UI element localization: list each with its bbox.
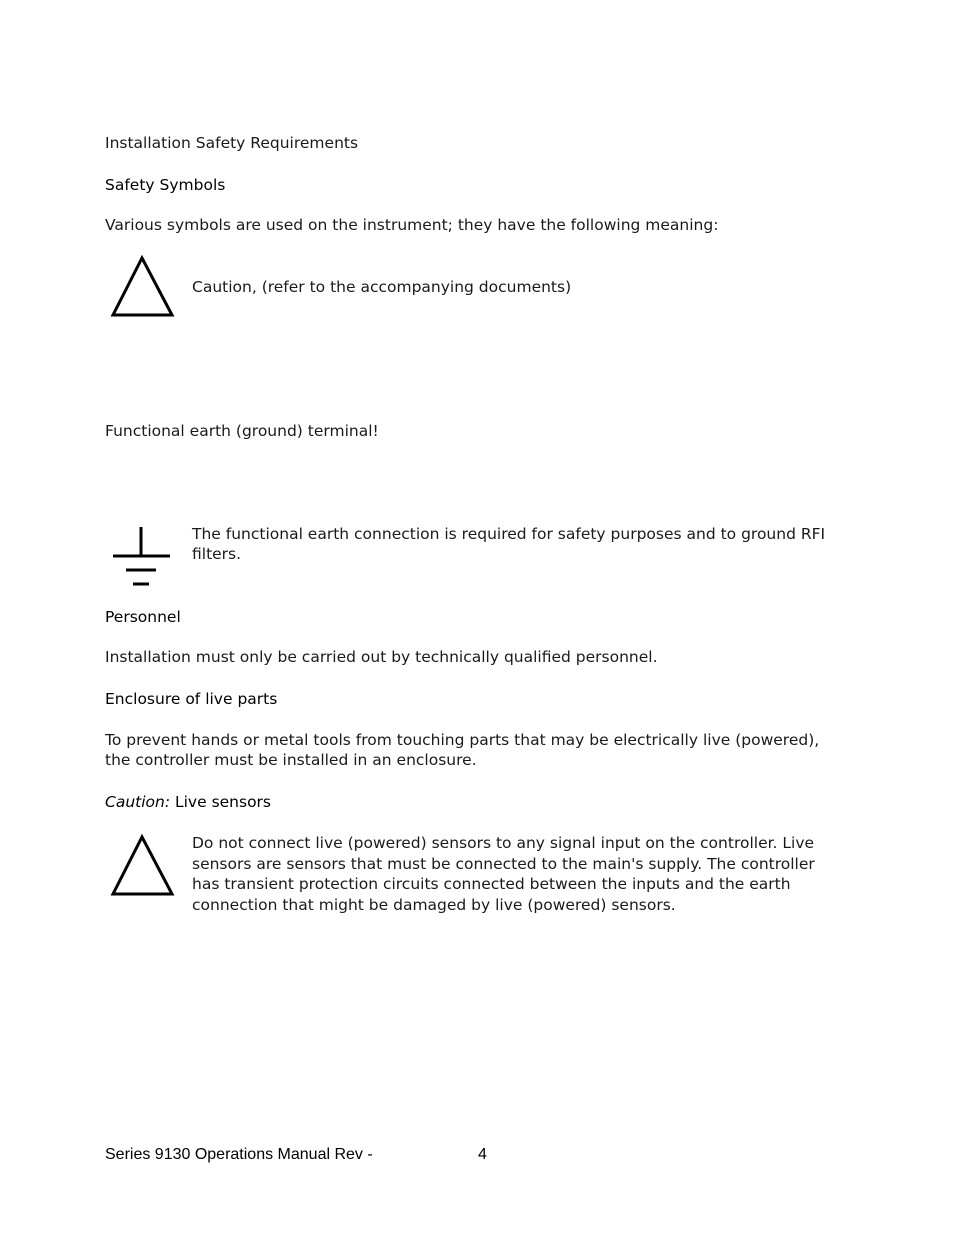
live-sensors-heading <box>105 792 271 812</box>
safety-symbols-heading: Safety Symbols <box>105 176 226 194</box>
live-sensors-text: Do not connect live (powered) sensors to any signal input on the controller. Live sensors are sensors that must be connected to the main's supply. The controller has transient protection circuits connected between the inputs and the earth connection that might be damaged by live (powered) sensors. <box>192 834 815 914</box>
ground-symbol-icon <box>110 525 174 591</box>
functional-earth-label: Functional earth (ground) terminal! <box>105 422 379 440</box>
footer-manual-title: Series 9130 Operations Manual Rev - <box>105 1146 373 1163</box>
personnel-heading: Personnel <box>105 608 181 626</box>
personnel-text: Installation must only be carried out by technically qualified personnel. <box>105 648 658 666</box>
section-title: Installation Safety Requirements <box>105 134 359 152</box>
symbols-intro: Various symbols are used on the instrument; they have the following meaning: <box>105 216 719 234</box>
warning-triangle-icon <box>110 255 176 319</box>
earth-note: The functional earth connection is required for safety purposes and to ground RFI filters. <box>192 525 826 563</box>
caution-label: Caution: <box>105 793 171 811</box>
enclosure-heading: Enclosure of live parts <box>105 690 278 708</box>
live-sensors-label: Live sensors <box>170 793 272 811</box>
footer-page-number: 4 <box>478 1146 487 1163</box>
caution-description: Caution, (refer to the accompanying documents) <box>192 278 572 296</box>
warning-triangle-icon <box>110 834 176 898</box>
enclosure-text: To prevent hands or metal tools from touching parts that may be electrically live (powered), the controller must be installed in an enclosure. <box>105 731 820 769</box>
